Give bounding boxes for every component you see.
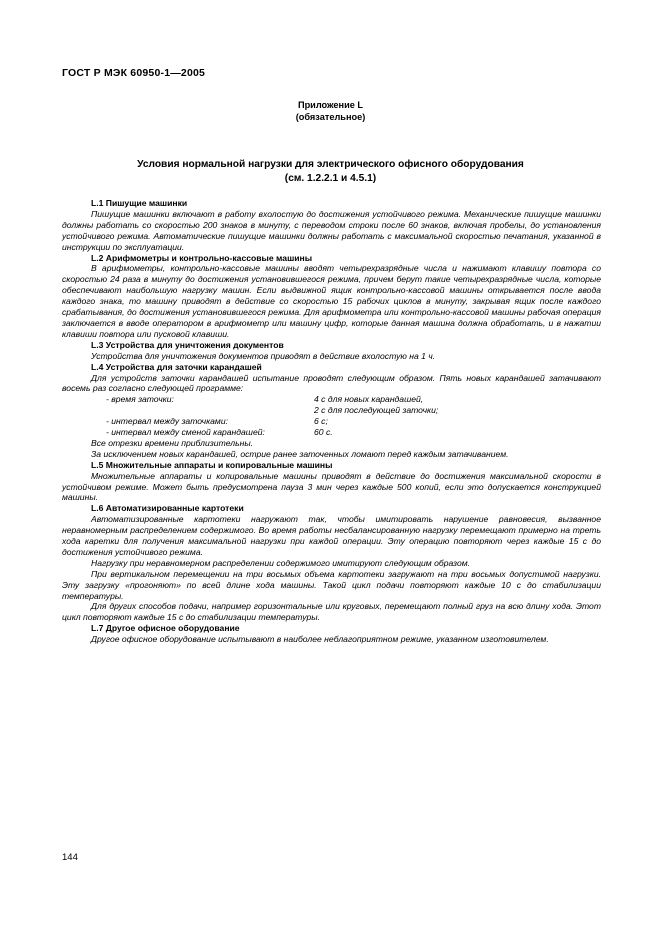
appendix-title-line1: Условия нормальной нагрузки для электрического офисного оборудования xyxy=(137,159,524,170)
section-l6-paragraph-1: Автоматизированные картотеки нагружают так, чтобы имитировать нарушение равновесия, вызванное неравномерным распределением содержимого. Во время работы несбалансированную нагрузку перемещают примерно на треть хода каретки для получения максимальной нагрузки при каждой операции. Эту операцию повторяют через каждые 15 с до достижения устойчивого режима. xyxy=(62,514,601,557)
appendix-label: Приложение L xyxy=(297,100,364,110)
section-heading-l7: L.7 Другое офисное оборудование xyxy=(91,623,240,634)
schedule-row-sharpening-time xyxy=(62,394,601,405)
section-l6-paragraph-4: Для других способов подачи, например горизонтальные или круговых, перемещают полный груз на всю длину хода. Этот цикл повторяют каждые 15 с до стабилизации температуры. xyxy=(62,601,601,623)
section-heading-l2: L.2 Арифмометры и контрольно-кассовые машины xyxy=(91,252,313,263)
section-l3-paragraph: Устройства для уничтожения документов приводят в действие вхолостую на 1 ч. xyxy=(91,350,436,361)
schedule-value: 60 с. xyxy=(314,426,333,437)
section-l2-paragraph: В арифмометры, контрольно-кассовые машины вводят четырехразрядные числа и нажимают клавишу повтора со скоростью 24 раза в минуту до достижения установившегося режима, причем берут такие четырехразрядные числа, которые обеспечивают наибольшую нагрузку машин. Если выдвижной ящик контрольно-кассовой машины открывается после ввода каждого знака, то машину приводят в действие со скоростью 15 рабочих циклов в минуту, закрывая ящик после каждого срабатывания, до достижения установившегося режима. Для арифмометра или контрольно-кассовой машины рабочая операция заключается в вводе оператором в арифмометр или машину цифр, которые данная машина должна обработать, и в нажатии клавиши повтора или пусковой клавиши. xyxy=(62,263,601,339)
section-l4-paragraph: Для устройств заточки карандашей испытание проводят следующим образом. Пять новых карандашей затачивают восемь раз согласно следующей программе: xyxy=(62,372,601,394)
section-heading-l4: L.4 Устройства для заточки карандашей xyxy=(91,361,262,372)
section-l6-paragraph-3: При вертикальном перемещении на три восьмых объема картотеки загружают на три восьмых допустимой нагрузки. Эту загрузку «прогоняют» по всей длине хода машины. Такой цикл подачи повторяют каждые 10 с до стабилизации температуры. xyxy=(62,568,601,601)
section-heading-l6: L.6 Автоматизированные картотеки xyxy=(91,503,244,514)
schedule-value: 2 с для последующей заточки; xyxy=(314,405,439,416)
schedule-row-subsequent xyxy=(62,405,601,416)
section-l7-paragraph: Другое офисное оборудование испытывают в наиболее неблагоприятном режиме, указанном изготовителем. xyxy=(91,634,549,645)
appendix-status: (обязательное) xyxy=(295,112,366,122)
document-body xyxy=(62,198,601,645)
section-l4-paragraph-2: За исключением новых карандашей, острие ранее заточенных ломают перед каждым затачиванием. xyxy=(91,448,509,459)
document-code-header: ГОСТ Р МЭК 60950-1—2005 xyxy=(62,67,206,79)
schedule-row-change-interval xyxy=(62,427,601,438)
schedule-value: 4 с для новых карандашей, xyxy=(314,394,424,405)
section-heading-l1: L.1 Пишущие машинки xyxy=(91,198,188,208)
section-l4-note: Все отрезки времени приблизительны. xyxy=(91,437,254,448)
appendix-label-block xyxy=(0,99,661,123)
appendix-title xyxy=(0,158,661,186)
schedule-label: - интервал между заточками: xyxy=(106,416,228,427)
section-heading-l5: L.5 Множительные аппараты и копировальные машины xyxy=(91,459,333,470)
schedule-row-interval xyxy=(62,416,601,427)
page-number: 144 xyxy=(62,852,78,863)
schedule-label: - интервал между сменой карандашей: xyxy=(106,426,265,437)
section-l1-paragraph: Пишущие машинки включают в работу вхолостую до достижения устойчивого режима. Механические пишущие машинки должны работать со скоростью 200 знаков в минуту, с переводом строки после 60 знаков, включая пробелы, до установления устойчивого режима. Автоматические пишущие машинки должны работать с максимальной скоростью печатания, указанной в инструкции по эксплуатации. xyxy=(62,208,601,252)
section-l5-paragraph: Множительные аппараты и копировальные машины приводят в действие до достижения максимальной скорости в устойчивом режиме. Может быть предусмотрена пауза 3 мин через каждые 500 копий, если это допускается конструкцией машины. xyxy=(62,470,601,503)
appendix-title-line2: (см. 1.2.2.1 и 4.5.1) xyxy=(284,173,377,184)
schedule-value: 6 с; xyxy=(314,416,328,427)
section-heading-l3: L.3 Устройства для уничтожения документов xyxy=(91,339,284,350)
schedule-label: - время заточки: xyxy=(106,394,174,405)
section-l6-paragraph-2: Нагрузку при неравномерном распределении содержимого имитируют следующим образом. xyxy=(91,557,471,568)
